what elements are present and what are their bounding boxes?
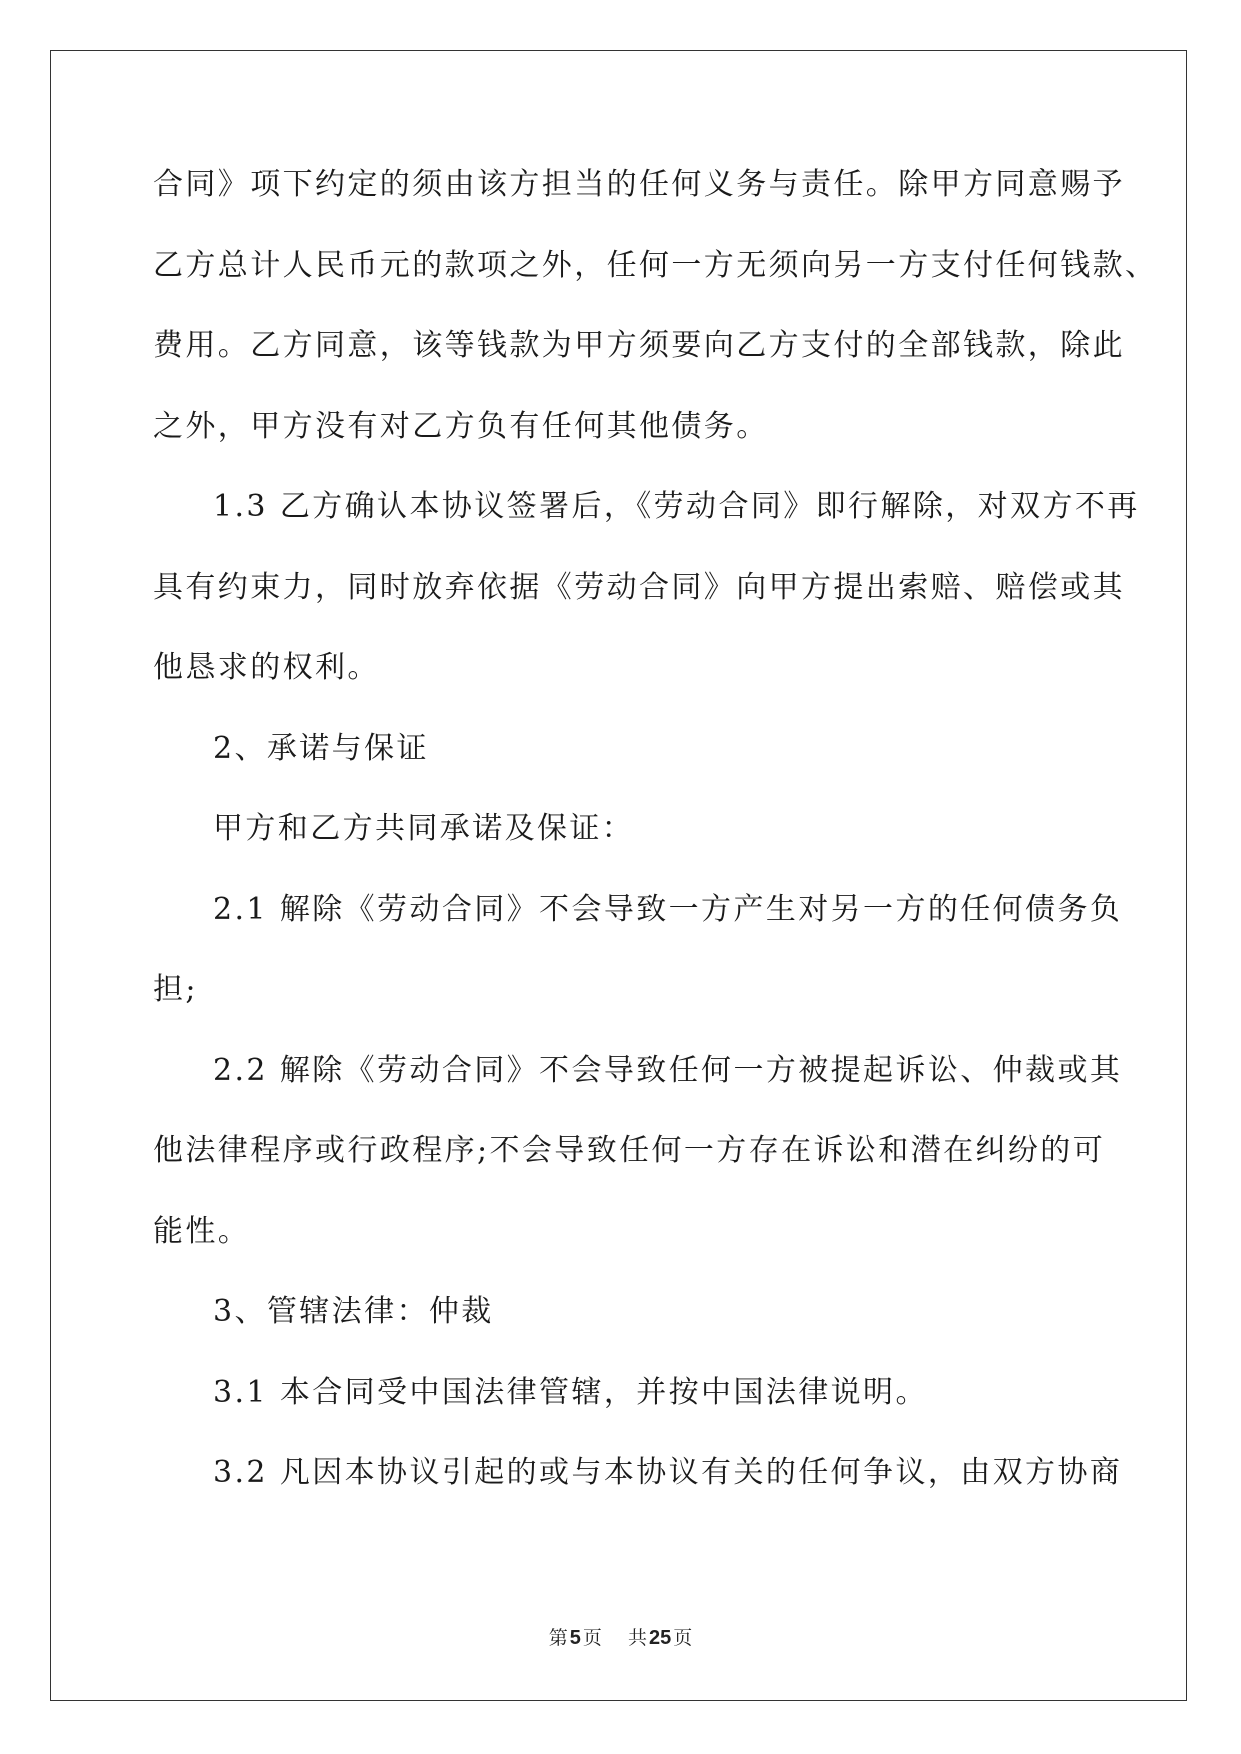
text-line: 1.3 乙方确认本协议签署后，《劳动合同》即行解除，对双方不再 — [213, 489, 1140, 524]
text-line: 合同》项下约定的须由该方担当的任何义务与责任。除甲方同意赐予 — [153, 167, 1125, 202]
text-line: 2、承诺与保证 — [213, 730, 429, 766]
text-line: 2.1 解除《劳动合同》不会导致一方产生对另一方的任何债务负 — [213, 891, 1123, 927]
text-line: 3.2 凡因本协议引起的或与本协议有关的任何争议，由双方协商 — [213, 1455, 1123, 1490]
text-line: 能性。 — [153, 1213, 251, 1249]
footer-total-suffix: 页 — [673, 1627, 693, 1649]
text-line: 2.2 解除《劳动合同》不会导致任何一方被提起诉讼、仲裁或其 — [213, 1052, 1123, 1088]
footer-prefix: 第 — [548, 1627, 568, 1649]
text-line: 费用。乙方同意，该等钱款为甲方须要向乙方支付的全部钱款，除此 — [153, 328, 1125, 363]
text-line: 甲方和乙方共同承诺及保证： — [213, 811, 635, 846]
document-body — [153, 160, 1158, 1529]
text-line: 3.1 本合同受中国法律管辖，并按中国法律说明。 — [213, 1374, 928, 1410]
text-line: 担; — [153, 972, 198, 1007]
page-footer — [0, 1623, 1241, 1650]
current-page-number: 5 — [569, 1627, 581, 1649]
footer-total-prefix: 共 — [628, 1627, 648, 1649]
text-line: 他恳求的权利。 — [153, 650, 380, 685]
total-pages-number: 25 — [649, 1627, 672, 1649]
text-line: 之外，甲方没有对乙方负有任何其他债务。 — [153, 408, 769, 444]
text-line: 3、管辖法律：仲裁 — [213, 1294, 494, 1329]
text-line: 具有约束力，同时放弃依据《劳动合同》向甲方提出索赔、赔偿或其 — [153, 569, 1125, 605]
footer-page-word: 页 — [582, 1627, 602, 1649]
text-line: 他法律程序或行政程序;不会导致任何一方存在诉讼和潜在纠纷的可 — [153, 1133, 1106, 1168]
text-line: 乙方总计人民币元的款项之外，任何一方无须向另一方支付任何钱款、 — [153, 247, 1158, 283]
